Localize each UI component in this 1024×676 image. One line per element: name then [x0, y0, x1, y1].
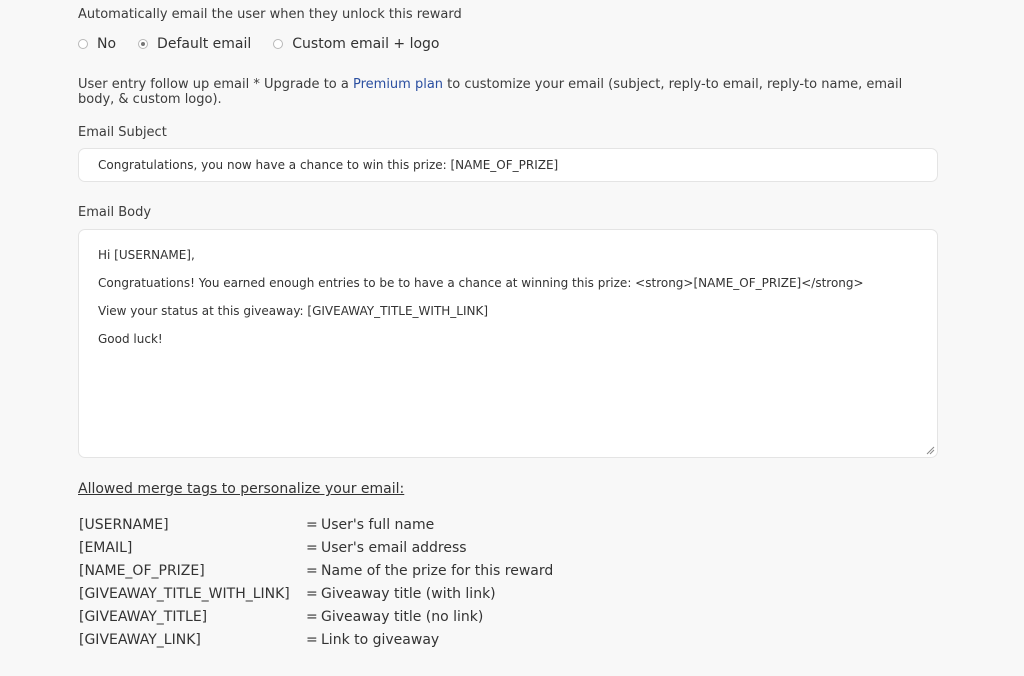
email-body-line: View your status at this giveaway: [GIVEAWAY_TITLE_WITH_LINK]	[98, 304, 489, 318]
merge-tag-row	[79, 585, 553, 608]
radio-option-custom-email[interactable]	[273, 36, 439, 52]
merge-tag-name: [GIVEAWAY_TITLE_WITH_LINK]	[79, 586, 290, 602]
email-body-textarea[interactable]	[78, 229, 938, 458]
email-subject-label: Email Subject	[78, 125, 167, 140]
email-body-line: Congratuations! You earned enough entries to be to have a chance at winning this prize: <strong>[NAME_OF_PRIZE]</strong>	[98, 276, 864, 290]
radio-label-no: No	[97, 36, 117, 52]
email-body-label: Email Body	[78, 205, 152, 220]
merge-tag-description: Giveaway title (no link)	[321, 609, 484, 625]
email-body-line: Good luck!	[98, 332, 163, 346]
email-subject-input[interactable]: Congratulations, you now have a chance to win this prize: [NAME_OF_PRIZE]	[78, 148, 938, 182]
merge-tag-name: [GIVEAWAY_TITLE]	[79, 609, 208, 625]
premium-plan-link[interactable]: Premium plan	[352, 77, 444, 92]
auto-email-radio-group	[78, 36, 462, 52]
merge-tag-name: [USERNAME]	[79, 517, 169, 533]
merge-tag-separator: =	[306, 540, 318, 556]
merge-tag-separator: =	[306, 517, 318, 533]
merge-tag-row	[79, 562, 553, 585]
merge-tag-row	[79, 516, 553, 539]
merge-tag-separator: =	[306, 632, 318, 648]
merge-tag-name: [NAME_OF_PRIZE]	[79, 563, 205, 579]
merge-tag-description: Giveaway title (with link)	[321, 586, 496, 602]
email-body-line: Hi [USERNAME],	[98, 248, 195, 262]
followup-suffix: to customize your email (subject, reply-to email, reply-to name, email body, & custom logo).	[78, 77, 903, 107]
merge-tag-description: Name of the prize for this reward	[321, 563, 554, 579]
resize-handle-icon[interactable]	[925, 445, 935, 455]
merge-tag-separator: =	[306, 586, 318, 602]
merge-tag-name: [EMAIL]	[79, 540, 133, 556]
merge-tags-title: Allowed merge tags to personalize your email:	[78, 481, 405, 497]
merge-tag-row	[79, 608, 553, 631]
auto-email-question: Automatically email the user when they unlock this reward	[78, 7, 462, 22]
radio-option-default-email[interactable]	[138, 36, 251, 52]
radio-option-no[interactable]	[78, 36, 116, 52]
followup-prefix: User entry follow up email * Upgrade to a	[78, 77, 353, 92]
merge-tag-separator: =	[306, 609, 318, 625]
merge-tag-separator: =	[306, 563, 318, 579]
merge-tag-description: User's email address	[321, 540, 467, 556]
radio-button-default-email[interactable]	[138, 39, 148, 49]
merge-tag-name: [GIVEAWAY_LINK]	[79, 632, 201, 648]
radio-button-no[interactable]	[78, 39, 88, 49]
merge-tag-row	[79, 631, 553, 654]
radio-button-custom-email[interactable]	[273, 39, 283, 49]
merge-tag-row	[79, 539, 553, 562]
radio-label-default-email: Default email	[157, 36, 252, 52]
followup-email-note	[78, 77, 938, 107]
merge-tag-description: User's full name	[321, 517, 435, 533]
merge-tags-table	[79, 516, 553, 654]
radio-label-custom-email: Custom email + logo	[292, 36, 440, 52]
merge-tag-description: Link to giveaway	[321, 632, 440, 648]
